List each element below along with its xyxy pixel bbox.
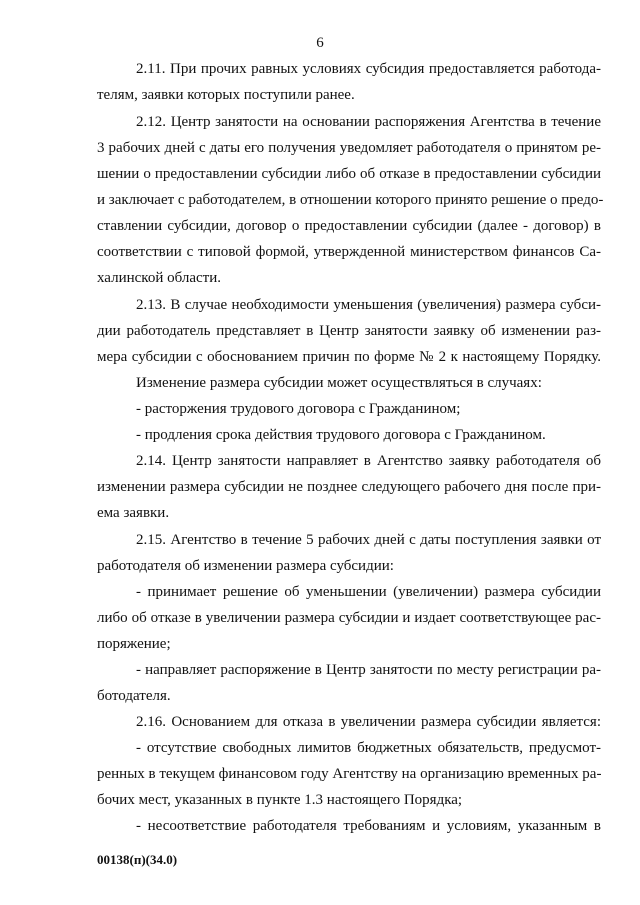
text-line: дии работодатель представляет в Центр занятости заявку об изменении раз-	[97, 323, 601, 339]
text-line: 2.15. Агентство в течение 5 рабочих дней с даты поступления заявки от	[136, 532, 601, 548]
text-line: 2.13. В случае необходимости уменьшения (увеличения) размера субси-	[136, 297, 601, 313]
text-line: - отсутствие свободных лимитов бюджетных обязательств, предусмот-	[136, 740, 601, 756]
text-line: и заключает с работодателем, в отношении которого принято решение о предо-	[97, 192, 604, 208]
text-line: - направляет распоряжение в Центр занятости по месту регистрации ра-	[136, 662, 601, 678]
text-line: ема заявки.	[97, 505, 170, 521]
text-line: либо об отказе в увеличении размера субсидии и издает соответствующее рас-	[97, 610, 601, 626]
page-number: 6	[316, 35, 324, 51]
text-line: соответствии с типовой формой, утвержденной министерством финансов Са-	[97, 244, 601, 260]
text-line: работодателя об изменении размера субсидии:	[97, 558, 394, 574]
text-line: поряжение;	[97, 636, 171, 652]
text-line: Изменение размера субсидии может осуществляться в случаях:	[136, 375, 542, 391]
text-line: - несоответствие работодателя требованиям и условиям, указанным в	[136, 818, 601, 834]
text-line: телям, заявки которых поступили ранее.	[97, 87, 355, 103]
text-line: ботодателя.	[97, 688, 171, 704]
text-line: 2.14. Центр занятости направляет в Агентство заявку работодателя об	[136, 453, 601, 469]
text-line: - продления срока действия трудового договора с Гражданином.	[136, 427, 546, 443]
text-line: ренных в текущем финансовом году Агентству на организацию временных ра-	[97, 766, 602, 782]
text-line: мера субсидии с обоснованием причин по форме № 2 к настоящему Порядку.	[97, 349, 601, 365]
text-line: изменении размера субсидии не позднее следующего рабочего дня после при-	[97, 479, 601, 495]
document-code: 00138(п)(34.0)	[97, 852, 178, 867]
text-line: бочих мест, указанных в пункте 1.3 настоящего Порядка;	[97, 792, 463, 808]
text-line: 3 рабочих дней с даты его получения уведомляет работодателя о принятом ре-	[97, 140, 601, 156]
text-line: - принимает решение об уменьшении (увеличении) размера субсидии	[136, 584, 601, 600]
text-line: 2.12. Центр занятости на основании распоряжения Агентства в течение	[136, 114, 601, 130]
text-line: - расторжения трудового договора с Гражданином;	[136, 401, 461, 417]
text-line: халинской области.	[97, 270, 221, 286]
text-line: шении о предоставлении субсидии либо об отказе в предоставлении субсидии	[97, 166, 601, 182]
text-line: ставлении субсидии, договор о предоставлении субсидии (далее - договор) в	[97, 218, 601, 234]
text-line: 2.11. При прочих равных условиях субсидия предоставляется работода-	[136, 61, 601, 77]
text-line: 2.16. Основанием для отказа в увеличении размера субсидии является:	[136, 714, 601, 730]
